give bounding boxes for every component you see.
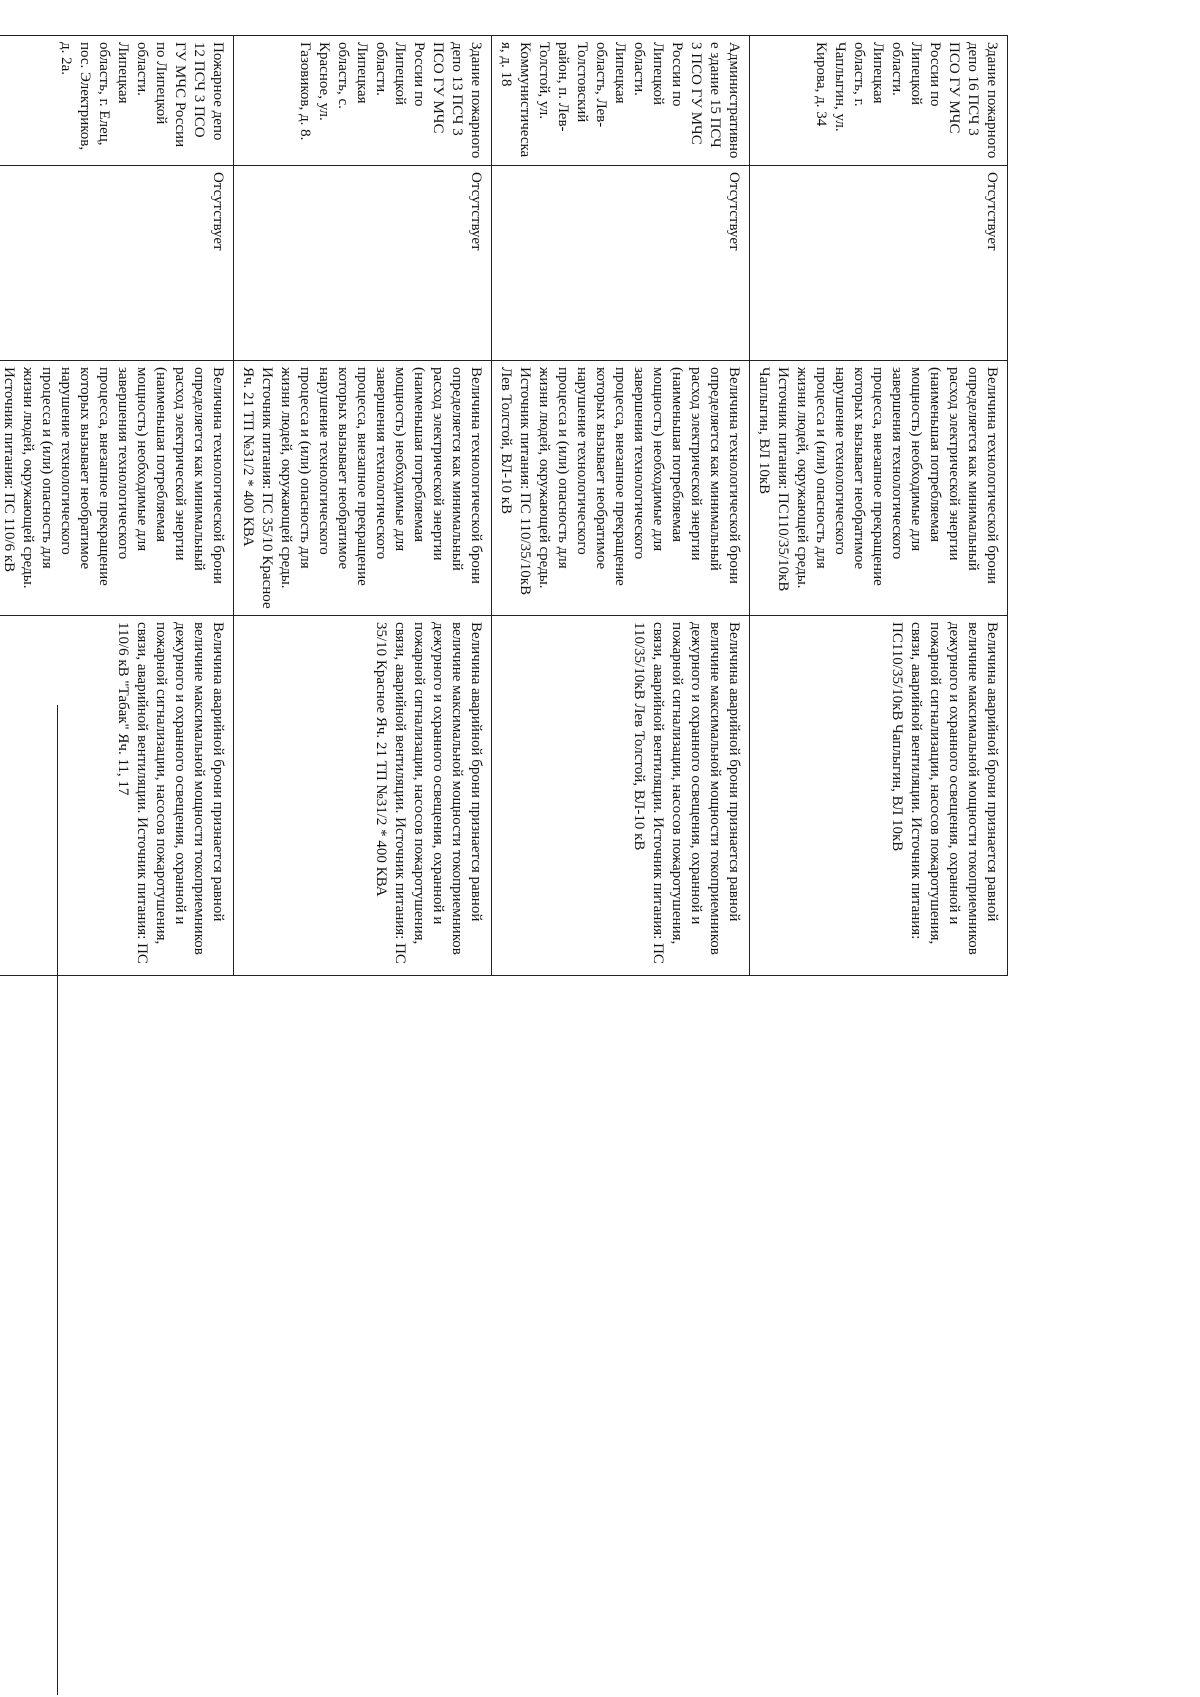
object-cell: Здание пожарного депо 13 ПСЧ 3 ПСО ГУ МЧС России по Липецкой области. Липецкая область, с. Красное, ул. Газовиков, д. 8. — [234, 36, 492, 166]
tech-reserve-cell: Величина технологической брони определяется как минимальный расход электрической энергии (наименьшая потребляемая мощность) необходимые для завершения технологического процесса, внезапное прекращение которых вызывает необратимое нарушение технологического процесса и (или) опасность для жизни людей, окружающей среды. Источник питания: ПС110/35/10кВ Чаплыгин, ВЛ 10кВ — [750, 361, 1008, 616]
power-reserve-table — [0, 35, 1008, 976]
horizontal-rule — [57, 1625, 58, 1695]
tech-reserve-cell: Величина технологической брони определяется как минимальный расход электрической энергии (наименьшая потребляемая мощность) необходимые для завершения технологического процесса, внезапное прекращение которых вызывает необратимое нарушение технологического процесса и (или) опасность для жизни людей, окружающей среды. Источник питания: ПС 35/10 Красное Яч. 21 ТП №31/2 * 400 КВА — [234, 361, 492, 616]
tech-reserve-cell: Величина технологической брони определяется как минимальный расход электрической энергии (наименьшая потребляемая мощность) необходимые для завершения технологического процесса, внезапное прекращение которых вызывает необратимое нарушение технологического процесса и (или) опасность для жизни людей, окружающей среды. Источник питания: ПС 110/6 кВ — [0, 361, 234, 616]
object-cell: Пожарное депо 12 ПСЧ 3 ПСО ГУ МЧС России по Липецкой области. Липецкая область, г. Елец, пос. Электриков, д. 2а. — [0, 36, 234, 166]
object-cell: Здание пожарного депо 16 ПСЧ 3 ПСО ГУ МЧС России по Липецкой области. Липецкая область, г. Чаплыгин, ул. Кирова, д. 34 — [750, 36, 1008, 166]
status-cell: Отсутствует — [0, 166, 234, 361]
rotated-page — [1, 35, 1008, 1695]
tech-reserve-cell: Величина технологической брони определяется как минимальный расход электрической энергии (наименьшая потребляемая мощность) необходимые для завершения технологического процесса, внезапное прекращение которых вызывает необратимое нарушение технологического процесса и (или) опасность для жизни людей, окружающей среды. Источник питания: ПС 110/35/10кВ Лев Толстой, ВЛ-10 кВ — [492, 361, 750, 616]
status-cell: Отсутствует — [234, 166, 492, 361]
table-row — [492, 36, 750, 976]
table-row — [234, 36, 492, 976]
table-row — [750, 36, 1008, 976]
emergency-reserve-cell: Величина аварийной брони признается равной величине максимальной мощности токоприемников дежурного и охранного освещения, охранной и пожарной сигнализации, насосов пожаротушения, связи, аварийной вентиляции. Источник питания: ПС 110/35/10кВ Лев Толстой, ВЛ-10 кВ — [492, 616, 750, 976]
table-row — [0, 36, 234, 976]
status-cell: Отсутствует — [492, 166, 750, 361]
emergency-reserve-cell: Величина аварийной брони признается равной величине максимальной мощности токоприемников дежурного и охранного освещения, охранной и пожарной сигнализации, насосов пожаротушения, связи, аварийной вентиляции. Источник питания: ПС110/35/10кВ Чаплыгин, ВЛ 10кВ — [750, 616, 1008, 976]
emergency-reserve-cell: Величина аварийной брони признается равной величине максимальной мощности токоприемников дежурного и охранного освещения, охранной и пожарной сигнализации, насосов пожаротушения, связи, аварийной вентиляции. Источник питания: ПС 110/6 кВ "Табак" Яч. 11, 17 — [0, 616, 234, 976]
emergency-reserve-cell: Величина аварийной брони признается равной величине максимальной мощности токоприемников дежурного и охранного освещения, охранной и пожарной сигнализации, насосов пожаротушения, связи, аварийной вентиляции. Источник питания: ПС 35/10 Красное Яч. 21 ТП №31/2 * 400 КВА — [234, 616, 492, 976]
object-cell: Административное здание 15 ПСЧ 3 ПСО ГУ МЧС России по Липецкой области. Липецкая область, Лев-Толстовский район, п. Лев-Толстой, ул. Коммунистическая, д. 18 — [492, 36, 750, 166]
status-cell: Отсутствует — [750, 166, 1008, 361]
